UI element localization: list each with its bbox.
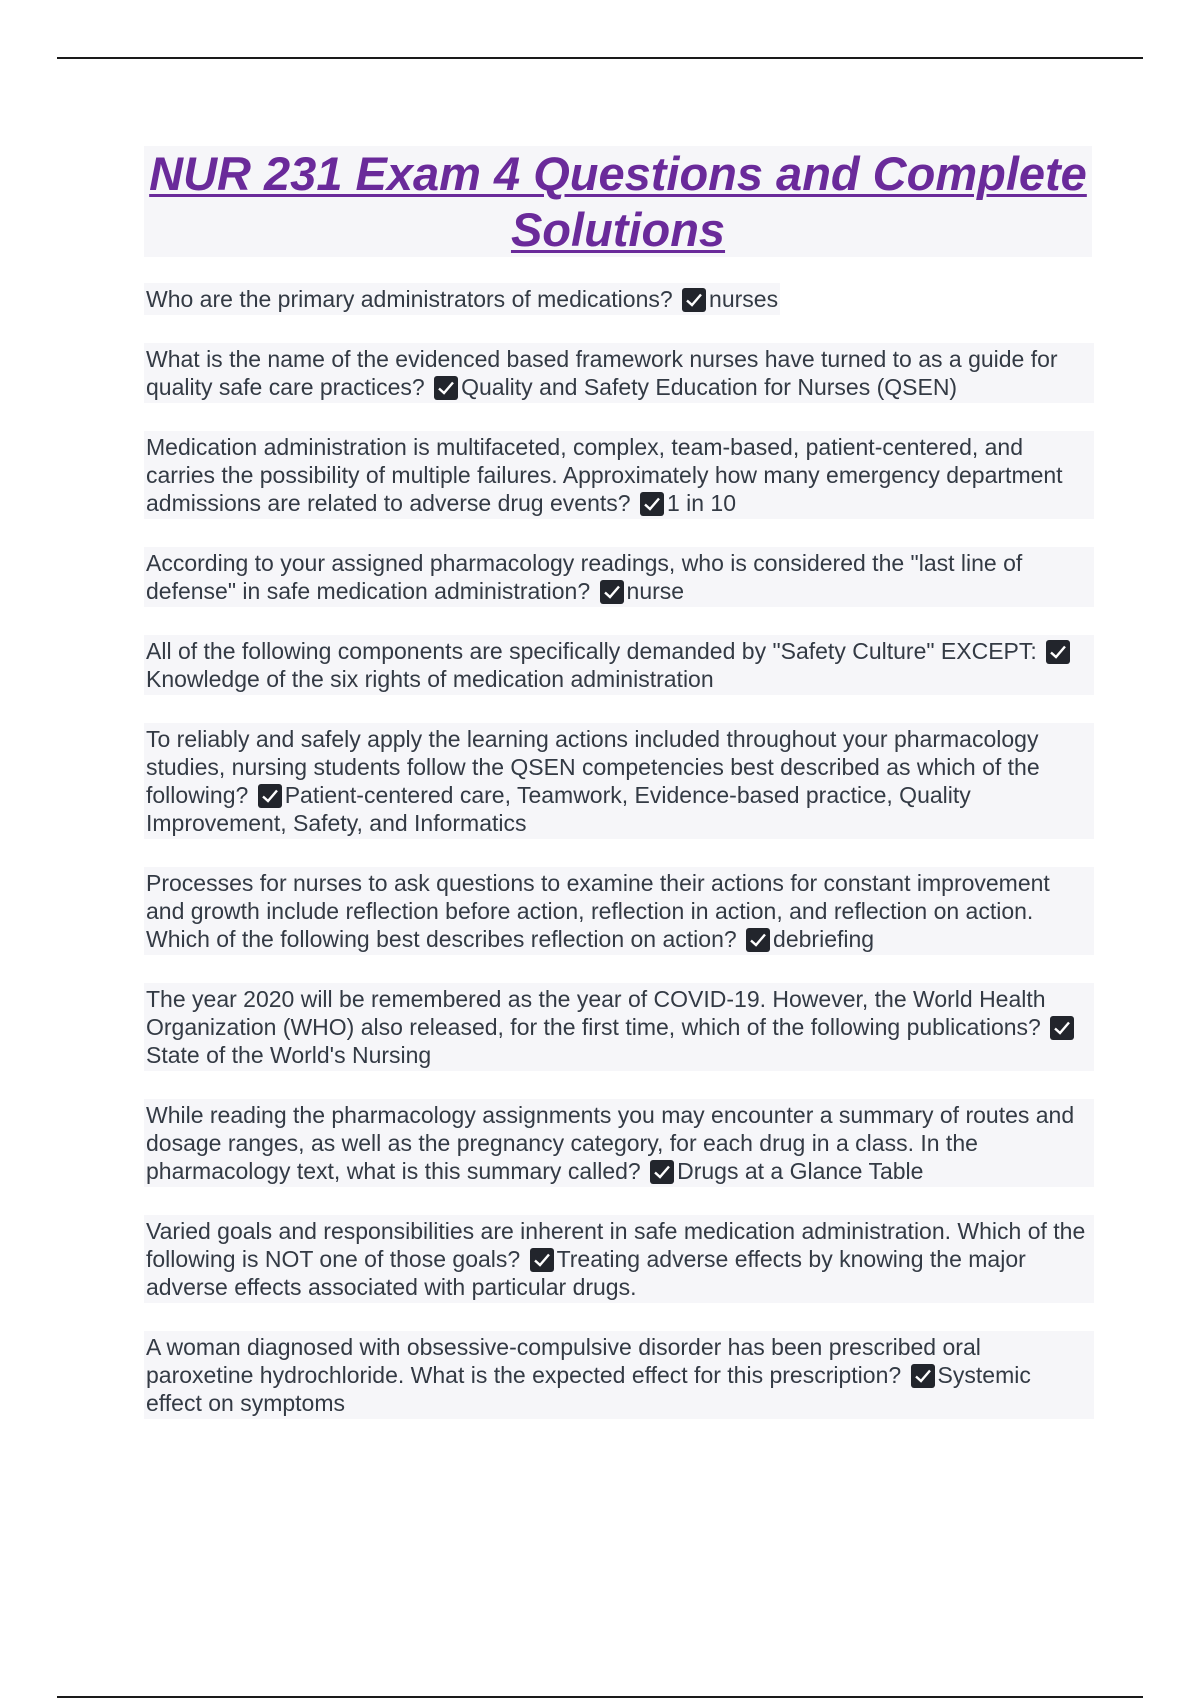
answer-text: Quality and Safety Education for Nurses (QSEN) bbox=[461, 374, 958, 400]
question-text: Who are the primary administrators of medications? bbox=[146, 286, 673, 312]
question-text: Varied goals and responsibilities are inherent in safe medication administration. Which of the following is NOT one of those goals? bbox=[146, 1218, 1086, 1272]
question-text: Processes for nurses to ask questions to examine their actions for constant improvement and growth include reflection before action, reflection in action, and reflection on action. Which of the following best describes reflection on action? bbox=[146, 870, 1050, 952]
check-box-icon bbox=[746, 928, 770, 952]
answer-text: Systemic effect on symptoms bbox=[146, 1362, 1031, 1416]
answer-text: Patient-centered care, Teamwork, Evidence-based practice, Quality Improvement, Safety, and Informatics bbox=[146, 782, 971, 836]
qa-item-2 bbox=[144, 343, 1094, 403]
check-box-icon bbox=[530, 1248, 554, 1272]
question-text: While reading the pharmacology assignments you may encounter a summary of routes and dosage ranges, as well as the pregnancy category, for each drug in a class. In the pharmacology text, what is this summary called? bbox=[146, 1102, 1075, 1184]
qa-item-1 bbox=[144, 283, 1094, 315]
check-box-icon bbox=[1050, 1016, 1074, 1040]
answer-text: State of the World's Nursing bbox=[146, 1042, 432, 1068]
qa-item-3 bbox=[144, 431, 1094, 519]
qa-item-10 bbox=[144, 1215, 1094, 1303]
header-rule bbox=[57, 57, 1143, 59]
qa-item-11 bbox=[144, 1331, 1094, 1419]
answer-text: Knowledge of the six rights of medication administration bbox=[146, 666, 714, 692]
answer-text: nurse bbox=[626, 578, 685, 604]
check-box-icon bbox=[650, 1160, 674, 1184]
footer-rule bbox=[57, 1696, 1143, 1698]
check-box-icon bbox=[258, 784, 282, 808]
qa-list bbox=[144, 283, 1094, 1447]
qa-item-9 bbox=[144, 1099, 1094, 1187]
check-box-icon bbox=[1046, 640, 1070, 664]
check-box-icon bbox=[434, 376, 458, 400]
question-text: What is the name of the evidenced based framework nurses have turned to as a guide for quality safe care practices? bbox=[146, 346, 1058, 400]
answer-text: nurses bbox=[709, 286, 779, 312]
check-box-icon bbox=[682, 288, 706, 312]
check-box-icon bbox=[600, 580, 624, 604]
question-text: Medication administration is multifaceted, complex, team-based, patient-centered, and carries the possibility of multiple failures. Approximately how many emergency department admissions are related to adverse drug events? bbox=[146, 434, 1063, 516]
title-box bbox=[144, 146, 1092, 257]
qa-item-5 bbox=[144, 635, 1094, 695]
question-text: According to your assigned pharmacology readings, who is considered the "last line of defense" in safe medication administration? bbox=[146, 550, 1023, 604]
check-box-icon bbox=[911, 1364, 935, 1388]
answer-text: debriefing bbox=[773, 926, 875, 952]
answer-text: 1 in 10 bbox=[666, 490, 737, 516]
question-text: All of the following components are specifically demanded by "Safety Culture" EXCEPT: bbox=[146, 638, 1037, 664]
qa-item-4 bbox=[144, 547, 1094, 607]
answer-text: Treating adverse effects by knowing the major adverse effects associated with particular drugs. bbox=[146, 1246, 1026, 1300]
page-title: NUR 231 Exam 4 Questions and Complete Solutions bbox=[149, 146, 1087, 256]
qa-item-8 bbox=[144, 983, 1094, 1071]
question-text: The year 2020 will be remembered as the year of COVID-19. However, the World Health Organization (WHO) also released, for the first time, which of the following publications? bbox=[146, 986, 1046, 1040]
question-text: A woman diagnosed with obsessive-compulsive disorder has been prescribed oral paroxetine hydrochloride. What is the expected effect for this prescription? bbox=[146, 1334, 981, 1388]
check-box-icon bbox=[640, 492, 664, 516]
qa-item-7 bbox=[144, 867, 1094, 955]
qa-item-6 bbox=[144, 723, 1094, 839]
answer-text: Drugs at a Glance Table bbox=[677, 1158, 924, 1184]
question-text: To reliably and safely apply the learning actions included throughout your pharmacology studies, nursing students follow the QSEN competencies best described as which of the following? bbox=[146, 726, 1040, 808]
